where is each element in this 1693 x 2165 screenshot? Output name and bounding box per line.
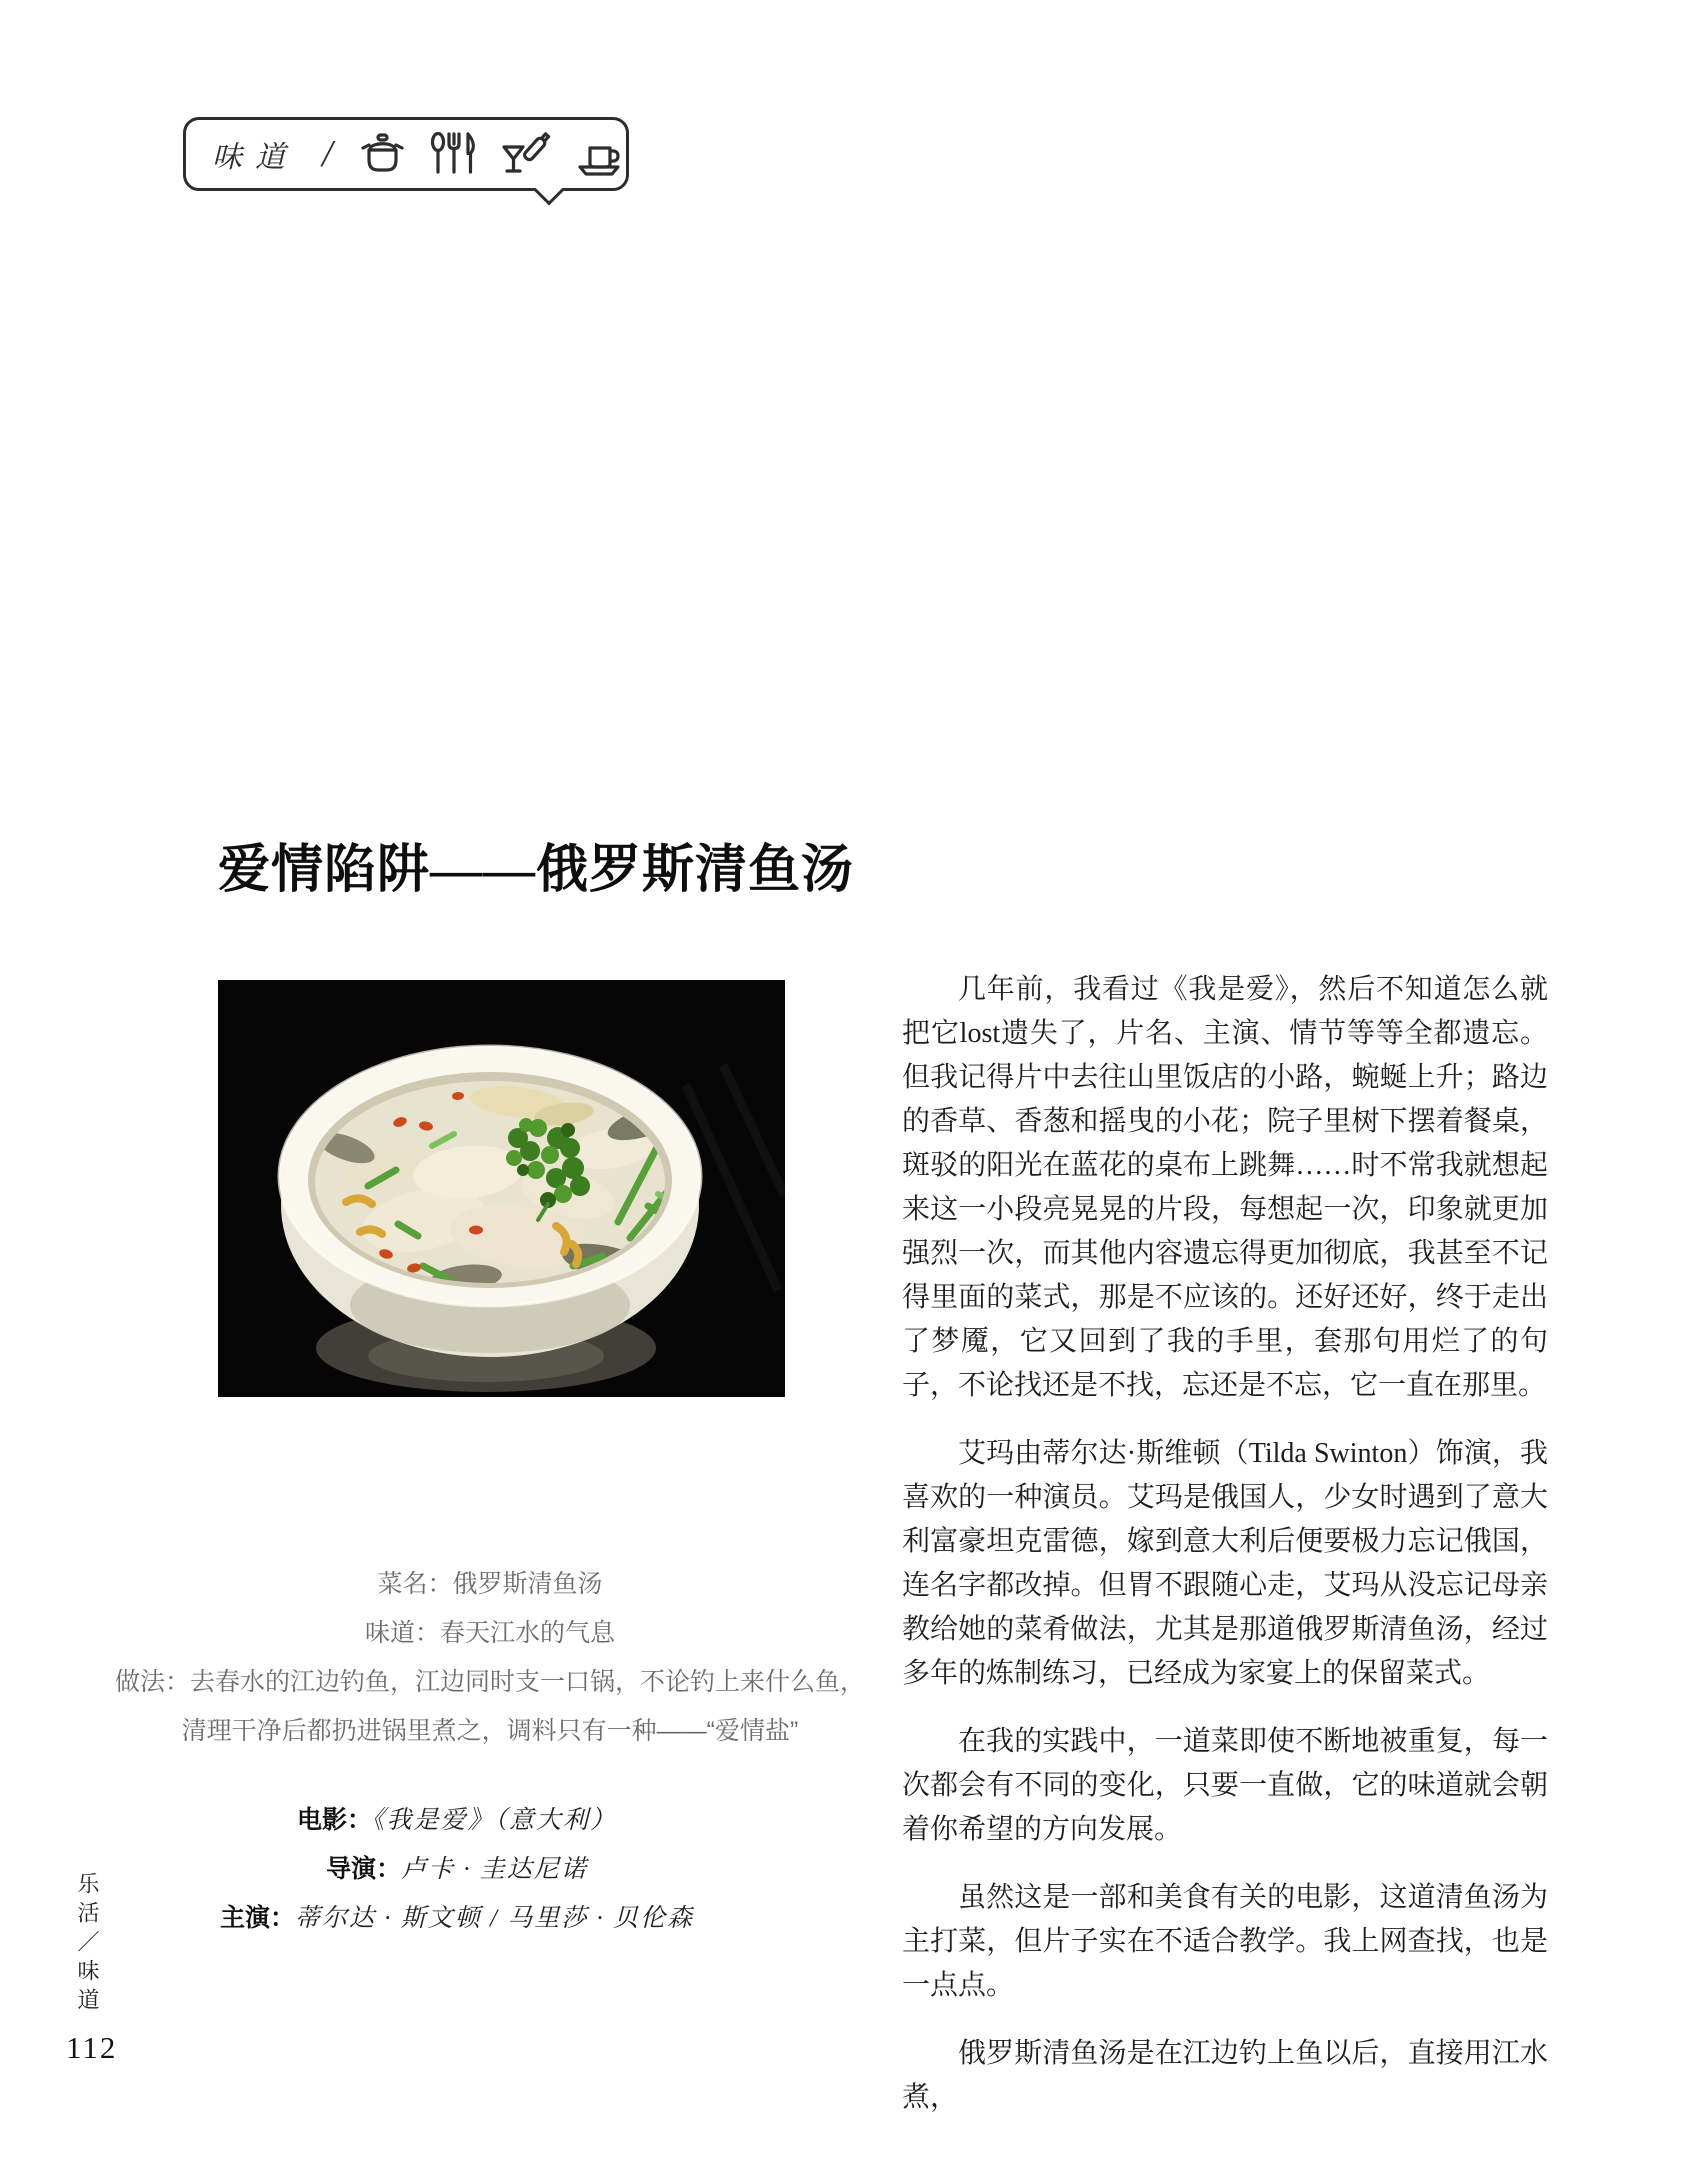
badge-pointer (533, 174, 564, 205)
article-paragraph: 虽然这是一部和美食有关的电影，这道清鱼汤为主打菜，但片子实在不适合教学。我上网查找，也是一点点。 (902, 1882, 1548, 2001)
recipe-method-line2: 清理干净后都扔进锅里煮之，调料只有一种——“爱情盐” (181, 1717, 799, 1745)
movie-title-row (92, 1796, 822, 1845)
recipe-flavor: 味道：春天江水的气息 (364, 1619, 615, 1647)
movie-cast-label: 主演： (220, 1904, 296, 1932)
movie-director-row (92, 1845, 822, 1894)
article-paragraph: 俄罗斯清鱼汤是在江边钓上鱼以后，直接用江水煮， (902, 2038, 1548, 2113)
section-badge-separator: / (322, 133, 333, 175)
movie-title-value: 《我是爱》（意大利） (372, 1807, 618, 1834)
section-badge-icons (357, 131, 627, 177)
recipe-dish-name: 菜名：俄罗斯清鱼汤 (377, 1570, 603, 1598)
section-badge-label: 味道 (212, 141, 298, 174)
movie-title-label: 电影： (296, 1806, 372, 1834)
movie-credits (92, 1796, 822, 1943)
article-body (902, 968, 1548, 2144)
movie-director-label: 导演： (326, 1855, 402, 1883)
recipe-block (88, 1560, 892, 1756)
dish-photo (218, 980, 785, 1397)
movie-director-value: 卢卡 · 圭达尼诺 (401, 1856, 588, 1883)
page-number: 112 (66, 2030, 118, 2065)
footer-section-line1: 乐活 (75, 1872, 100, 1930)
cutlery-icon (429, 131, 479, 177)
article-title: 爱情陷阱——俄罗斯清鱼汤 (218, 841, 855, 899)
coffee-cup-icon (575, 131, 627, 177)
wine-bottle-icon (501, 131, 553, 177)
article-paragraph: 艾玛由蒂尔达·斯维顿（Tilda Swinton）饰演，我喜欢的一种演员。艾玛是俄国人，少女时遇到了意大利富豪坦克雷德，嫁到意大利后便要极力忘记俄国，连名字都改掉。但胃不跟随心走，艾玛从没忘记母亲教给她的菜肴做法，尤其是那道俄罗斯清鱼汤，经过多年的炼制练习，已经成为家宴上的保留菜式。 (902, 1438, 1548, 1689)
dish-photo-illustration (218, 980, 785, 1397)
section-badge (183, 117, 629, 191)
footer-section-separator: ／ (75, 1930, 100, 1959)
movie-cast-value: 蒂尔达 · 斯文顿 / 马里莎 · 贝伦森 (295, 1905, 694, 1932)
article-paragraph: 几年前，我看过《我是爱》，然后不知道怎么就把它lost遗失了，片名、主演、情节等等全都遗忘。但我记得片中去往山里饭店的小路，蜿蜒上升；路边的香草、香葱和摇曳的小花；院子里树下摆着餐桌，斑驳的阳光在蓝花的桌布上跳舞……时不常我就想起来这一小段亮晃晃的片段，每想起一次，印象就更加强烈一次，而其他内容遗忘得更加彻底，我甚至不记得里面的菜式，那是不应该的。还好还好，终于走出了梦魇，它又回到了我的手里，套那句用烂了的句子，不论找还是不找，忘还是不忘，它一直在那里。 (902, 974, 1548, 1401)
recipe-method-line1: 做法：去春水的江边钓鱼，江边同时支一口锅，不论钓上来什么鱼， (114, 1668, 865, 1696)
movie-cast-row (92, 1894, 822, 1943)
footer-section-marker (76, 1872, 98, 2017)
article-paragraph: 在我的实践中，一道菜即使不断地被重复，每一次都会有不同的变化，只要一直做，它的味道就会朝着你希望的方向发展。 (902, 1726, 1548, 1845)
pot-icon (357, 131, 407, 177)
footer-section-line2: 味道 (75, 1959, 100, 2017)
